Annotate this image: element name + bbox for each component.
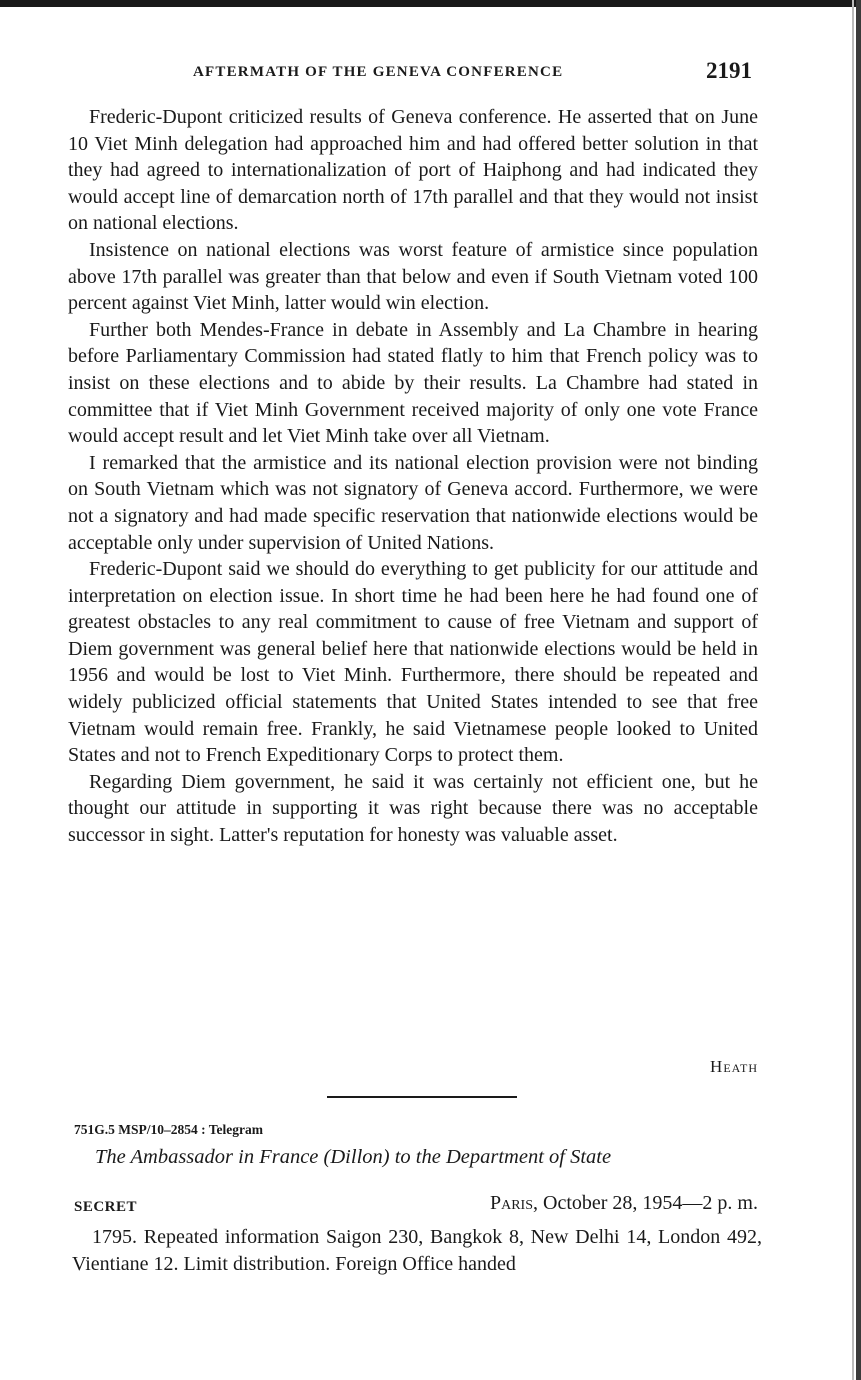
page-right-edge-line [852,0,854,1380]
document-title [95,1146,740,1169]
telegram-text [72,1224,762,1278]
paragraph: Frederic-Dupont criticized results of Geneva conference. He asserted that on June 10 Viet Minh delegation had approached him and had offered better solution in that they had agreed to internationalization of port of Haiphong and had indicated they would accept line of demarcation north of 17th parallel and that they would not insist on national elections. [68,106,758,235]
running-head: AFTERMATH OF THE GENEVA CONFERENCE [193,64,564,80]
paragraph: I remarked that the armistice and its national election provision were not binding on South Vietnam which was not signatory of Geneva accord. Furthermore, we were not a signatory and had made specific reservation that nationwide elections would be acceptable only under supervision of United Nations. [68,451,758,554]
paragraph: 1795. Repeated information Saigon 230, Bangkok 8, New Delhi 14, London 492, Vientiane 12. Limit distribution. Foreign Office handed [72,1226,762,1275]
document-title-suffix: ) to the Department of State [382,1146,612,1168]
dateline [490,1192,758,1215]
body-text [68,104,758,849]
section-divider [327,1096,517,1098]
paragraph: Insistence on national elections was worst feature of armistice since population above 17th parallel was greater than that below and even if South Vietnam voted 100 percent against Viet Minh, latter would win election. [68,238,758,315]
document-title-prefix: The Ambassador in France ( [95,1146,331,1168]
paragraph: Further both Mendes-France in debate in Assembly and La Chambre in hearing before Parliamentary Commission had stated flatly to him that French policy was to insist on these elections and to abide by their results. La Chambre had stated in committee that if Viet Minh Government received majority of only one vote France would accept result and let Viet Minh take over all Vietnam. [68,318,758,448]
page-header [68,58,758,92]
classification-label: SECRET [74,1199,138,1215]
signature: Heath [710,1057,758,1076]
dateline-date: October 28, 1954—2 p. m. [538,1192,758,1214]
dateline-city: Paris, [489,1192,539,1214]
document-title-name: Dillon [330,1146,383,1168]
page-top-border [0,0,861,7]
page-number: 2191 [706,58,752,83]
paragraph: Frederic-Dupont said we should do everything to get publicity for our attitude and interpretation on election issue. In short time he had been here he had found one of greatest obstacles to any real commitment to cause of free Vietnam and support of Diem government was general belief here that nationwide elections would be held in 1956 and would be lost to Viet Minh. Furthermore, there should be repeated and widely publicized official statements that United States intended to see that free Vietnam would remain free. Frankly, he said Vietnamese people looked to United States and not to French Expeditionary Corps to protect them. [68,558,758,767]
document-reference: 751G.5 MSP/10–2854 : Telegram [74,1122,263,1137]
paragraph: Regarding Diem government, he said it was certainly not efficient one, but he thought our attitude in supporting it was right because there was no acceptable successor in sight. Latter's reputation for honesty was valuable asset. [68,770,758,847]
page-right-edge [856,0,861,1380]
